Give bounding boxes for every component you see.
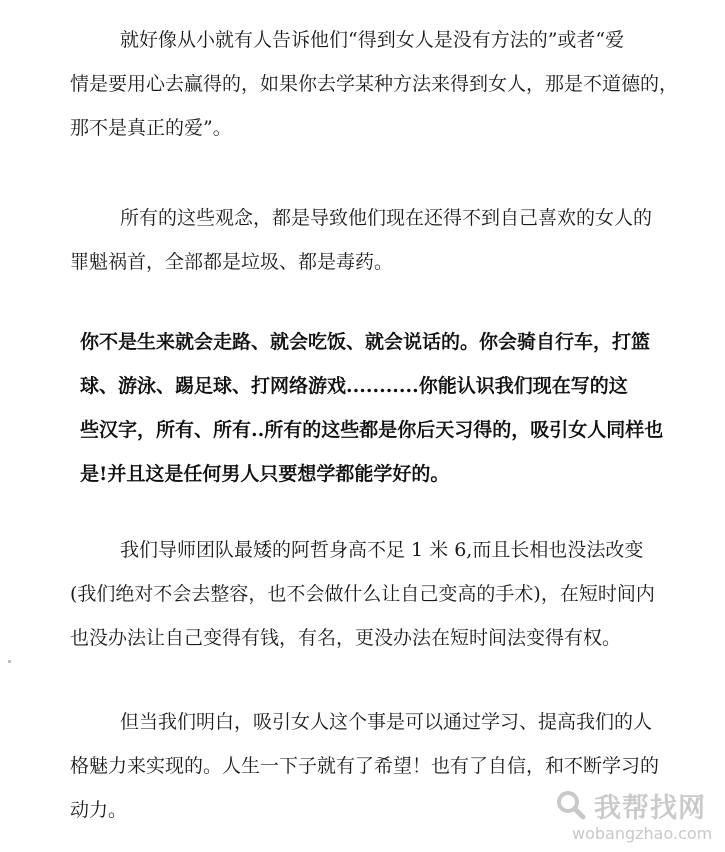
paragraph-3-line-2: 球、游泳、踢足球、打网络游戏...........你能认识我们现在写的这: [80, 375, 628, 397]
paragraph-3-bold: [80, 320, 720, 496]
paragraph-5-line-2: 格魅力来实现的。人生一下子就有了希望！也有了自信，和不断学习的: [70, 755, 660, 777]
paragraph-2-line-1: 所有的这些观念，都是导致他们现在还得不到自己喜欢的女人的: [120, 207, 653, 229]
paragraph-3-line-1: 你不是生来就会走路、就会吃饭、就会说话的。你会骑自行车，打篮: [80, 331, 651, 353]
paragraph-4-line-1: 我们导师团队最矮的阿哲身高不足 1 米 6,而且长相也没法改变: [120, 539, 644, 561]
paragraph-1: [70, 18, 710, 150]
watermark: [552, 784, 717, 846]
paragraph-1-line-1: 就好像从小就有人告诉他们“得到女人是没有方法的”或者“爱: [120, 29, 625, 51]
paragraph-2: [70, 196, 710, 284]
watermark-text-cn: 我帮找网: [594, 793, 706, 824]
paragraph-5-line-3: 动力。: [70, 799, 128, 821]
paragraph-4: [70, 528, 710, 660]
paragraph-1-line-3: 那不是真正的爱”。: [70, 117, 232, 139]
paragraph-2-line-2: 罪魁祸首，全部都是垃圾、都是毒药。: [70, 251, 394, 273]
paragraph-1-line-2: 情是要用心去赢得的，如果你去学某种方法来得到女人，那是不道德的，: [70, 73, 679, 95]
scan-speck: [8, 660, 11, 663]
paragraph-4-line-3: 也没办法让自己变得有钱，有名，更没办法在短时间法变得有权。: [70, 627, 622, 649]
paragraph-5-line-1: 但当我们明白，吸引女人这个事是可以通过学习、提高我们的人: [120, 711, 653, 733]
paragraph-4-line-2: (我们绝对不会去整容，也不会做什么让自己变高的手术)，在短时间内: [70, 583, 655, 605]
paragraph-3-line-4: 是!并且这是任何男人只要想学都能学好的。: [80, 463, 450, 485]
magnifier-icon: [556, 790, 586, 820]
paragraph-3-line-3: 些汉字，所有、所有..所有的这些都是你后天习得的，吸引女人同样也: [80, 419, 664, 441]
watermark-text-en: wobangzhao.com: [572, 824, 713, 843]
